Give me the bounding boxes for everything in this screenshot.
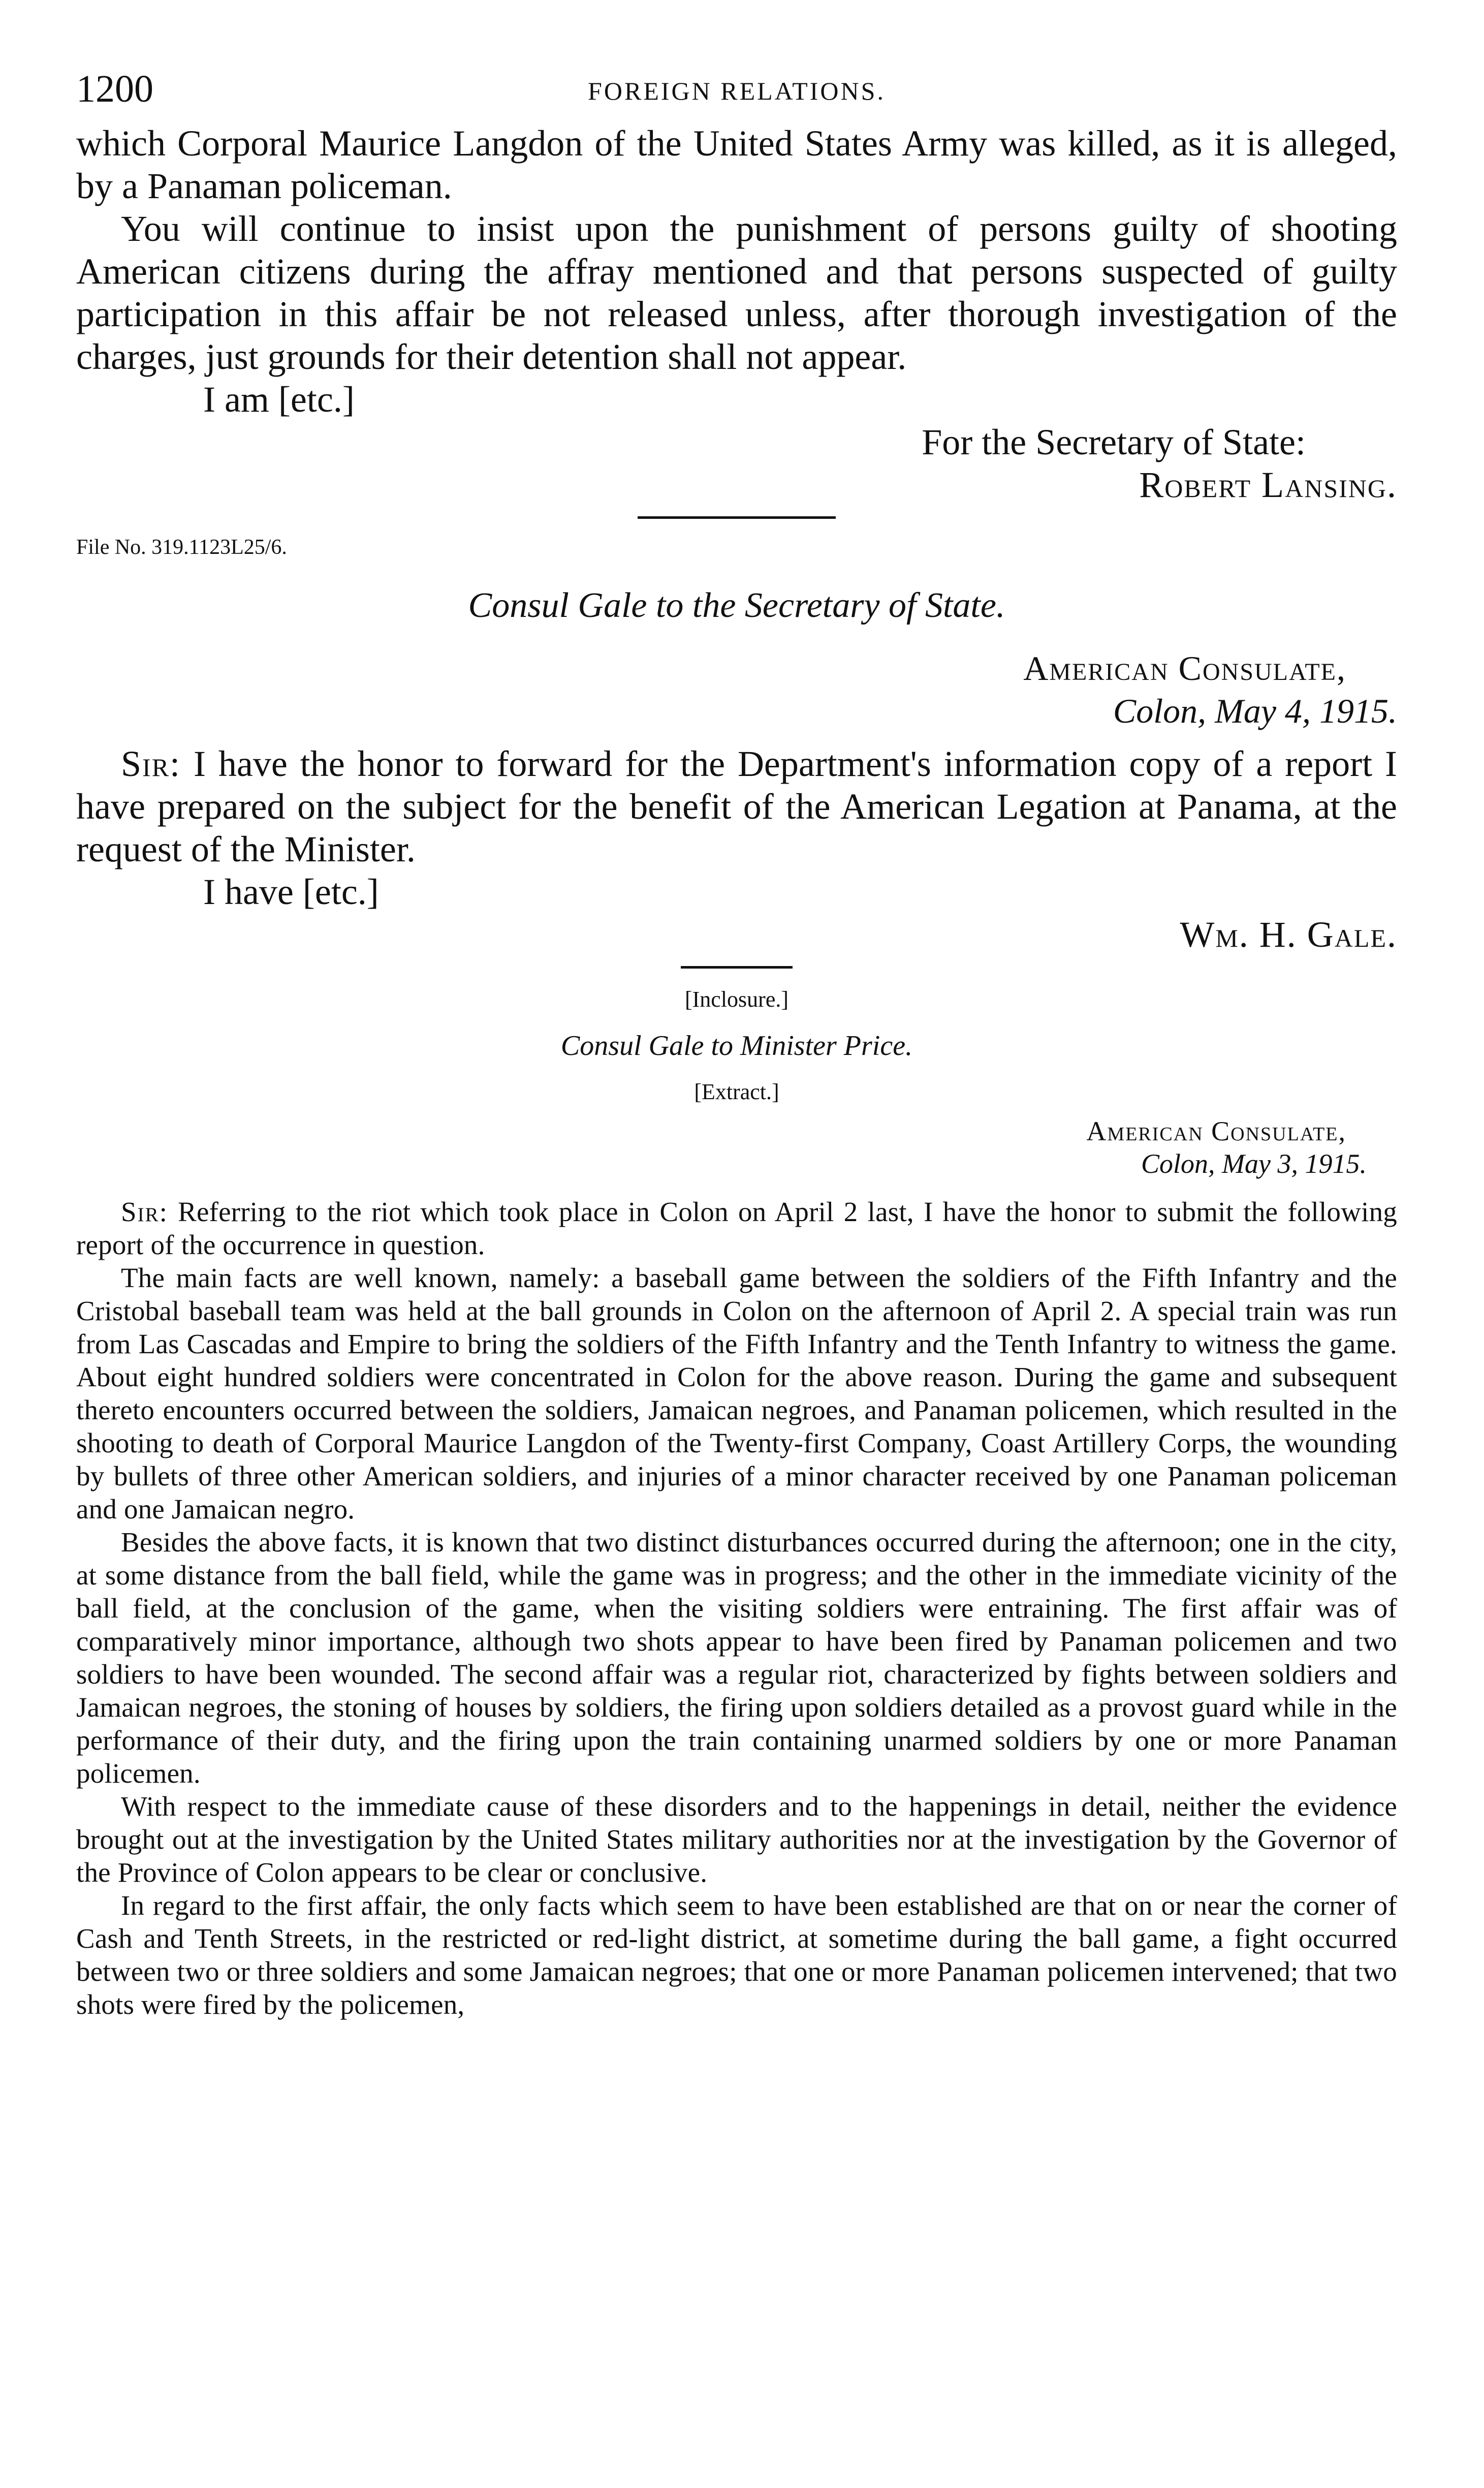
document-page <box>76 66 1397 2021</box>
section-divider <box>638 516 836 519</box>
inclosure-label: [Inclosure.] <box>684 987 788 1012</box>
inclosure-salutation: Sir: <box>121 1196 168 1227</box>
inclosure-address-line2 <box>76 1147 1397 1180</box>
letter2-salutation: Sir: <box>121 743 181 784</box>
running-header <box>76 66 1397 122</box>
inclosure-place-date: Colon, May 3, 1915. <box>1141 1148 1367 1179</box>
inclosure-paragraph-4: With respect to the immediate cause of these disorders and to the happenings in detail, neither the evidence brought out at the investigation by the United States military authorities nor at the investigation by the Governor of the Province of Colon appears to be clear or conclusive. <box>76 1791 1397 1888</box>
inclosure-heading: Consul Gale to Minister Price. <box>560 1030 913 1062</box>
letter2-body <box>76 742 1397 870</box>
section-divider-2 <box>681 966 793 969</box>
inclosure-address-line1: American Consulate, <box>1086 1116 1346 1146</box>
inclosure-paragraph-2: The main facts are well known, namely: a baseball game between the soldiers of the Fifth Infantry and the Cristobal baseball team was held at the ball grounds in Colon on the afternoon of April 2. A special train was run from Las Cascadas and Empire to bring the soldiers of the Fifth Infantry and the Tenth Infantry to witness the game. About eight hundred soldiers were concentrated in Colon for the above reason. During the game and subsequent thereto encounters occurred between the soldiers, Jamaican negroes, and Panaman policemen, which resulted in the shooting to death of Corporal Maurice Langdon of the Twenty-first Company, Coast Artillery Corps, the wounding by bullets of three other American soldiers, and injuries of a minor character received by one Panaman policeman and one Jamaican negro. <box>76 1262 1397 1525</box>
inclosure-paragraph-1 <box>76 1195 1397 1261</box>
letter1-paragraph-2: You will continue to insist upon the punishment of persons guilty of shooting American citizens during the affray mentioned and that persons suspected of guilty participation in this affair be not released unless, after thorough investigation of the charges, just grounds for their detention shall not appear. <box>76 208 1397 377</box>
letter2-address-line2 <box>76 690 1397 732</box>
running-title: FOREIGN RELATIONS. <box>588 77 886 105</box>
letter2-address-line1: American Consulate, <box>1023 649 1346 688</box>
extract-label: [Extract.] <box>694 1079 779 1104</box>
page-number: 1200 <box>76 68 153 110</box>
letter1-paragraph-continued: which Corporal Maurice Langdon of the United States Army was killed, as it is alleged, by a Panaman policeman. <box>76 123 1397 206</box>
letter2-signature: Wm. H. Gale. <box>1180 914 1397 955</box>
letter1-signature-line: For the Secretary of State: <box>922 422 1306 462</box>
letter2-closing: I have [etc.] <box>203 872 379 912</box>
letter2-heading: Consul Gale to the Secretary of State. <box>468 586 1005 625</box>
letter2-body-text: I have the honor to forward for the Department's information copy of a report I have prepared on the subject for the benefit of the American Legation at Panama, at the request of the Minister. <box>76 743 1398 869</box>
inclosure-paragraph-3: Besides the above facts, it is known that two distinct disturbances occurred during the afternoon; one in the city, at some distance from the ball field, while the game was in progress; and the other in the immediate vicinity of the ball field, at the conclusion of the game, when the visiting soldiers were entraining. The first affair was of comparatively minor importance, although two shots appear to have been fired by Panaman policemen and two soldiers to have been wounded. The second affair was a regular riot, characterized by fights between soldiers and Jamaican negroes, the stoning of houses by soldiers, the firing upon soldiers detailed as a provost guard while in the performance of their duty, and the firing upon the train containing unarmed soldiers by one or more Panaman policemen. <box>76 1527 1397 1789</box>
inclosure-paragraph-5: In regard to the first affair, the only facts which seem to have been established are that on or near the corner of Cash and Tenth Streets, in the restricted or red-light district, at sometime during the ball game, a fight occurred between two or three soldiers and some Jamaican negroes; that one or more Panaman policemen intervened; that two shots were fired by the policemen, <box>76 1890 1397 2020</box>
inclosure-paragraph-1-text: Referring to the riot which took place in Colon on April 2 last, I have the honor to submit the following report of the occurrence in question. <box>76 1196 1397 1260</box>
letter1-signature-name: Robert Lansing. <box>1139 464 1397 505</box>
letter2-place-date: Colon, May 4, 1915. <box>1113 692 1397 730</box>
letter1-closing: I am [etc.] <box>203 379 355 420</box>
file-number: File No. 319.1123L25/6. <box>76 536 287 559</box>
